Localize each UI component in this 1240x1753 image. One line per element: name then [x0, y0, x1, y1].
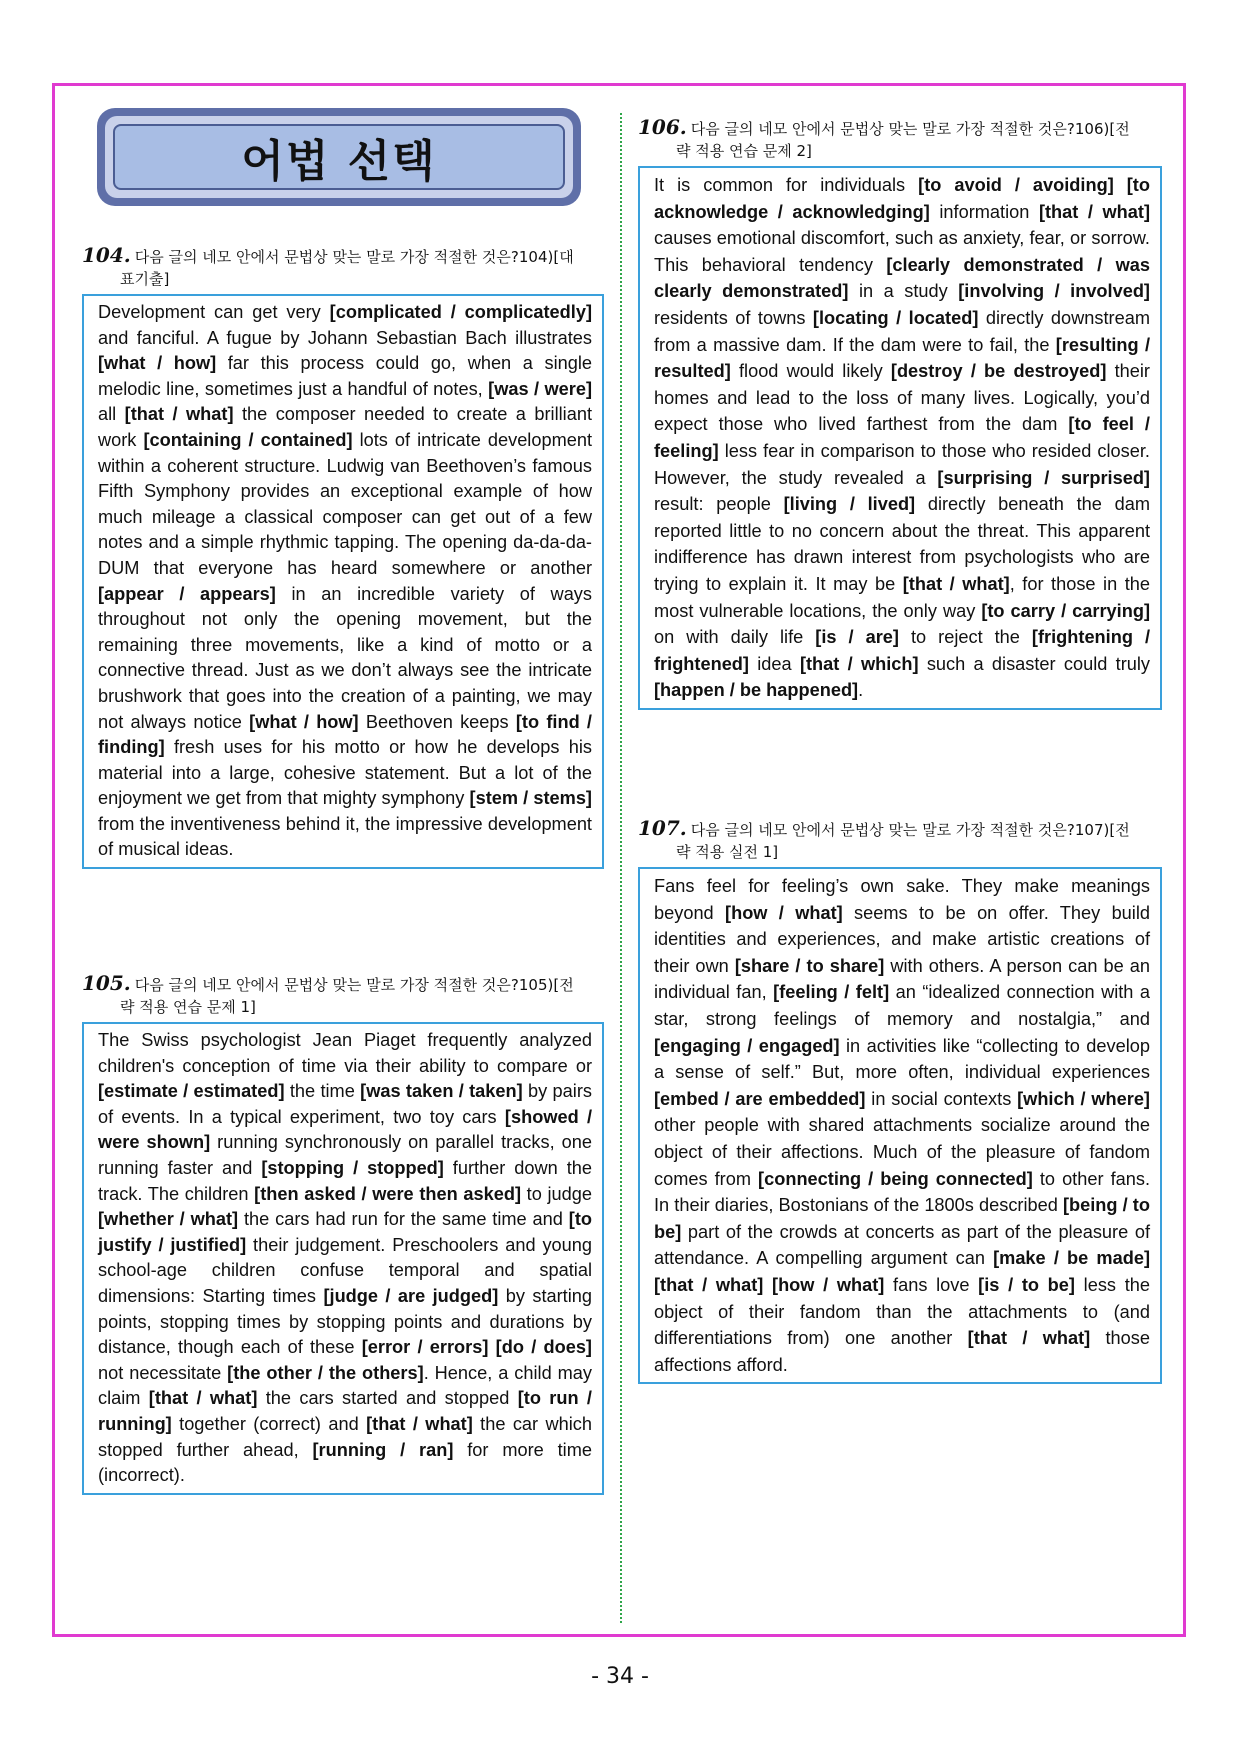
choice-bracket: [complicated / complicatedly] — [329, 302, 592, 322]
column-divider — [620, 113, 622, 1623]
passage-text: by starting points, stopping times by stopping points and durations by distance, though each of these — [98, 1285, 592, 1358]
choice-bracket: [what / how] — [98, 353, 217, 374]
choice-bracket: [engaging / engaged] — [654, 1035, 840, 1056]
question-prompt-cont: 표기출] — [120, 270, 170, 288]
passage-text: in an incredible variety of ways throughout not only the opening movement, but the remaining three movements, like a kind of motto or a connective thread. Just as we don’t always see the intricate brushwork that goes into the creation of a painting, we may not always notice — [98, 583, 592, 732]
passage-text: from the inventiveness behind it, the impressive development of musical ideas. — [98, 813, 592, 860]
passage-text: those affections afford. — [654, 1328, 1151, 1375]
passage-text: for more time (incorrect). — [98, 1439, 592, 1486]
passage-text: on with daily life — [654, 627, 816, 648]
choice-bracket: [clearly demonstrated / was clearly demonstrated] — [654, 254, 1150, 302]
choice-bracket: [that / what] — [366, 1413, 473, 1434]
section-title-banner — [97, 108, 581, 206]
passage-text: idea — [748, 653, 800, 674]
question-header — [638, 817, 1162, 863]
passage-text: directly downstream from a massive dam. If the dam were to fail, the — [654, 307, 1150, 355]
question-header — [82, 244, 604, 290]
passage-text: to reject the — [898, 627, 1032, 648]
passage-text: information — [929, 201, 1039, 222]
choice-bracket: [destroy / be destroyed] — [890, 361, 1107, 382]
passage-text: . — [858, 680, 864, 701]
choice-bracket: [surprising / surprised] — [937, 467, 1150, 488]
page-number: - 34 - — [591, 1664, 649, 1689]
question-header — [82, 972, 604, 1018]
choice-bracket: [containing / contained] — [143, 429, 353, 450]
choice-bracket: [happen / be happened] — [654, 680, 859, 701]
choice-bracket: [what / how] — [249, 711, 359, 732]
passage-text: Development can get very — [98, 302, 330, 322]
question-prompt: 다음 글의 네모 안에서 문법상 맞는 말로 가장 적절한 것은?106)[전 — [690, 120, 1130, 138]
question-header — [638, 116, 1162, 162]
passage-text: Beethoven keeps — [358, 711, 516, 732]
choice-bracket: [running / ran] — [312, 1439, 454, 1460]
passage-text: Fans feel for feeling’s own sake. They make meanings beyond — [654, 876, 1150, 923]
passage-text: an “idealized connection with a star, strong feelings of memory and nostalgia,” and — [654, 982, 1151, 1029]
choice-bracket: [living / lived] — [783, 494, 916, 515]
choice-bracket: [is / are] — [815, 627, 899, 648]
choice-bracket: [stopping / stopped] — [261, 1157, 444, 1178]
passage-text: causes emotional discomfort, such as anxiety, fear, or sorrow. This behavioral tendency — [654, 228, 1150, 275]
choice-bracket: [to find / finding] — [98, 711, 592, 758]
passage-text: running synchronously on parallel tracks, one running faster and — [98, 1132, 592, 1178]
question-prompt: 다음 글의 네모 안에서 문법상 맞는 말로 가장 적절한 것은?104)[대 — [134, 248, 574, 266]
choice-bracket: [to avoid / avoiding] — [918, 175, 1114, 195]
question-105 — [82, 972, 604, 1495]
question-106 — [638, 116, 1162, 710]
choice-bracket: [that / what] — [124, 404, 234, 425]
section-title: 어법 선택 — [241, 136, 437, 187]
choice-bracket: [how / what] — [725, 902, 843, 923]
passage-text: the car which stopped further ahead, — [98, 1413, 592, 1460]
choice-bracket: [which / where] — [1017, 1088, 1150, 1109]
passage-text: It is common for individuals — [654, 175, 919, 195]
passage-text: the time — [284, 1081, 361, 1102]
passage-text: residents of towns — [654, 307, 813, 328]
passage-text: result: people — [654, 494, 784, 515]
choice-bracket: [estimate / estimated] — [98, 1081, 285, 1102]
question-number: 106. — [638, 115, 687, 139]
choice-bracket: [was taken / taken] — [360, 1081, 523, 1102]
passage-text: part of the crowds at concerts as part of the pleasure of attendance. A compelling argument can — [654, 1221, 1150, 1269]
question-prompt-cont: 략 적용 연습 문제 1] — [120, 998, 256, 1016]
choice-bracket: [to feel / feeling] — [654, 414, 1150, 461]
choice-bracket: [that / what] — [148, 1388, 258, 1409]
choice-bracket: [feeling / felt] — [773, 982, 890, 1003]
choice-bracket: [being / to be] — [654, 1195, 1150, 1242]
question-104 — [82, 244, 604, 869]
passage-text: such a disaster could truly — [918, 653, 1150, 674]
passage-text — [763, 1275, 772, 1295]
choice-bracket: [frightening / frightened] — [654, 627, 1151, 674]
choice-bracket: [make / be made] — [993, 1248, 1150, 1269]
question-prompt-cont: 략 적용 연습 문제 2] — [676, 142, 812, 160]
passage-text: , for those in the most vulnerable locations, the only way — [654, 573, 1150, 621]
choice-bracket: [that / what] — [1038, 201, 1150, 222]
passage-text: in social contexts — [865, 1088, 1018, 1109]
question-107 — [638, 817, 1162, 1384]
passage-text: the cars started and stopped — [257, 1388, 518, 1409]
passage-text: fresh uses for his motto or how he develops his material into a large, cohesive statement. But a lot of the enjoyment we get from that mighty symphony — [98, 737, 592, 809]
choice-bracket: [connecting / being connected] — [758, 1168, 1033, 1189]
choice-bracket: [whether / what] — [98, 1209, 239, 1230]
passage-text: their homes and lead to the loss of many lives. Logically, you’d expect those who lived farthest from the dam — [654, 361, 1150, 435]
passage-text: further down the track. The children — [98, 1157, 592, 1204]
passage-text: other people with shared attachments socialize around the object of their affections. Much of the pleasure of fandom comes from — [654, 1115, 1150, 1189]
choice-bracket: [error / errors] — [361, 1337, 489, 1358]
choice-bracket: [locating / located] — [812, 307, 979, 328]
passage-text: directly beneath the dam reported little to no concern about the threat. This apparent indifference has drawn interest from psychologists who are trying to explain it. It may be — [654, 494, 1151, 594]
passage-text: fans love — [884, 1274, 979, 1295]
passage-text: with others. A person can be an individual fan, — [654, 955, 1150, 1003]
passage-text: the cars had run for the same time and — [238, 1209, 569, 1230]
choice-bracket: [that / which] — [799, 653, 919, 674]
question-number: 107. — [638, 816, 687, 840]
passage-box — [82, 1022, 604, 1495]
passage-text: by pairs of events. In a typical experiment, two toy cars — [98, 1081, 592, 1127]
passage-text: The Swiss psychologist Jean Piaget frequently analyzed children's conception of time via their ability to compare or — [98, 1030, 592, 1076]
choice-bracket: [is / to be] — [978, 1274, 1075, 1295]
choice-bracket: [showed / were shown] — [98, 1106, 592, 1153]
passage-text — [1114, 175, 1127, 195]
passage-text: to other fans. In their diaries, Bostonians of the 1800s described — [654, 1168, 1151, 1216]
passage-text: and fanciful. A fugue by Johann Sebastian Bach illustrates — [98, 327, 592, 348]
choice-bracket: [judge / are judged] — [323, 1285, 499, 1306]
choice-bracket: [that / what] — [967, 1328, 1091, 1349]
choice-bracket: [the other / the others] — [227, 1362, 424, 1383]
choice-bracket: [how / what] — [772, 1274, 885, 1295]
choice-bracket: [to run / running] — [98, 1388, 592, 1434]
passage-text: less fear in comparison to those who resided closer. However, the study revealed a — [654, 440, 1150, 488]
passage-text: to judge — [521, 1183, 593, 1204]
passage-text: . Hence, a child may claim — [98, 1362, 592, 1409]
choice-bracket: [appear / appears] — [98, 583, 276, 604]
passage-text: lots of intricate development within a coherent structure. Ludwig van Beethoven’s famous Fifth Symphony provides an exceptional example of how much mileage a classical composer can get out of a few notes and a simple rhythmic tapping. The opening da-da-da-DUM that everyone has heard somewhere or another — [98, 429, 593, 578]
passage-box — [638, 166, 1162, 710]
passage-text: all — [98, 404, 125, 425]
choice-bracket: [involving / involved] — [958, 281, 1150, 302]
question-prompt-cont: 략 적용 실전 1] — [676, 843, 779, 861]
choice-bracket: [share / to share] — [734, 955, 885, 976]
question-prompt: 다음 글의 네모 안에서 문법상 맞는 말로 가장 적절한 것은?107)[전 — [690, 821, 1130, 839]
choice-bracket: [embed / are embedded] — [654, 1088, 866, 1109]
question-number: 105. — [82, 971, 131, 995]
choice-bracket: [to justify / justified] — [98, 1209, 592, 1255]
passage-box — [82, 294, 604, 869]
passage-box — [638, 867, 1162, 1384]
passage-text: in a study — [848, 281, 959, 302]
choice-bracket: [was / were] — [488, 378, 593, 399]
choice-bracket: [resulting / resulted] — [654, 334, 1150, 382]
passage-text: less the object of their fandom than the attachments to (and differentiations from) one another — [654, 1274, 1150, 1349]
passage-text: in activities like “collecting to develop a sense of self.” But, more often, individual experiences — [654, 1035, 1151, 1083]
passage-text: not necessitate — [98, 1362, 228, 1383]
passage-text: together (correct) and — [171, 1413, 367, 1434]
passage-text: the composer needed to create a brilliant work — [98, 404, 592, 450]
choice-bracket: [do / does] — [495, 1337, 592, 1358]
passage-text: flood would likely — [730, 361, 891, 382]
passage-text: seems to be on offer. They build identities and experiences, and make artistic creations of their own — [654, 902, 1150, 976]
choice-bracket: [to carry / carrying] — [981, 600, 1150, 621]
question-number: 104. — [82, 243, 131, 267]
choice-bracket: [stem / stems] — [469, 788, 592, 809]
choice-bracket: [that / what] — [902, 573, 1010, 594]
choice-bracket: [then asked / were then asked] — [254, 1183, 522, 1204]
passage-text: far this process could go, when a single melodic line, sometimes just a handful of notes, — [98, 353, 592, 399]
choice-bracket: [to acknowledge / acknowledging] — [654, 175, 1150, 222]
question-prompt: 다음 글의 네모 안에서 문법상 맞는 말로 가장 적절한 것은?105)[전 — [134, 976, 574, 994]
passage-text: their judgement. Preschoolers and young school-age children confuse temporal and spatial dimensions: Starting times — [98, 1234, 592, 1306]
passage-text — [488, 1337, 495, 1357]
choice-bracket: [that / what] — [654, 1274, 764, 1295]
